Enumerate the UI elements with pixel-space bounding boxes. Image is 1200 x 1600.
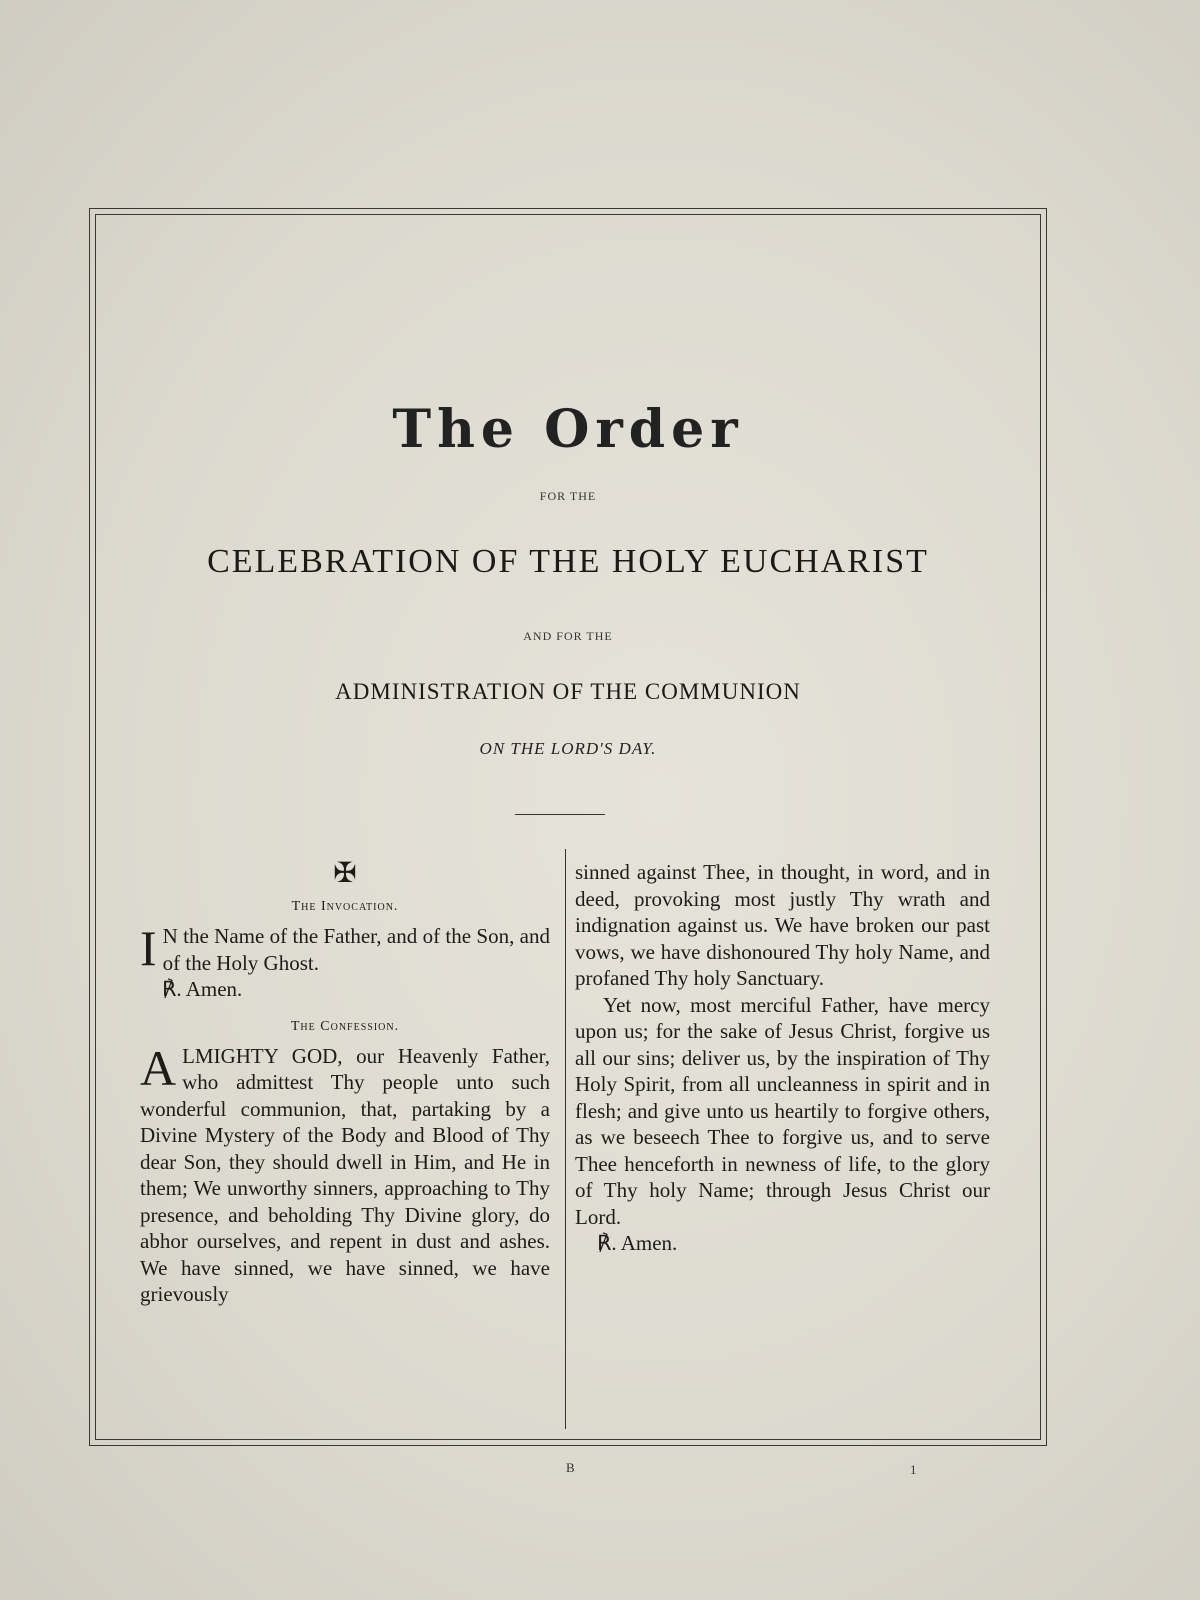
page-title: The Order [392, 399, 744, 460]
invocation-text: I N the Name of the Father, and of the Son, and of the Holy Ghost. [140, 920, 550, 976]
cross-icon: ✠ [333, 858, 357, 889]
invocation-dropcap: I [140, 920, 157, 976]
for-the-label: FOR THE [539, 489, 597, 503]
and-for-the-label: AND FOR THE [523, 629, 613, 643]
left-column [140, 859, 550, 1308]
lords-day-subtitle: ON THE LORD'S DAY. [479, 739, 657, 758]
signature-mark: B [566, 1460, 575, 1475]
celebration-heading: CELEBRATION OF THE HOLY EUCHARIST [207, 543, 929, 580]
confession-continued: sinned against Thee, in thought, in word, and in deed, provoking most justly Thy wrath and indignation against us. We have broken our past vows, we have dishonoured Thy holy Name, and profaned Thy holy Sanctuary. [575, 860, 990, 990]
invocation-heading: The Invocation. [291, 899, 399, 914]
confession-response: ℟. Amen. [597, 1231, 678, 1255]
page-border [89, 208, 1047, 1446]
administration-heading: ADMINISTRATION OF THE COMMUNION [335, 679, 801, 704]
invocation-response: ℟. Amen. [162, 977, 243, 1001]
right-column [575, 859, 990, 1271]
confession-dropcap: A [140, 1039, 177, 1096]
section-rule [515, 814, 605, 815]
confession-paragraph-2: Yet now, most merciful Father, have mercy upon us; for the sake of Jesus Christ, forgive us all our sins; deliver us, by the inspiration of Thy Holy Spirit, from all uncleanness in spirit and in flesh; and give unto us heartily to forgive others, as we beseech Thee to forgive us, and to serve Thee henceforth in newness of life, to the glory of Thy holy Name; through Jesus Christ our Lord. [575, 992, 990, 1229]
confession-heading: The Confession. [290, 1018, 400, 1034]
page-number: 1 [910, 1462, 917, 1477]
confession-text: ALMIGHTY GOD, our Heavenly Father, who admittest Thy people unto such wonderful communion, that, partaking by a Divine Mystery of the Body and Blood of Thy dear Son, they should dwell in Him, and He in them; We unworthy sinners, approaching to Thy presence, and beholding Thy Divine glory, do abhor ourselves, and repent in dust and ashes. We have sinned, we have sinned, we have grievously [140, 1039, 550, 1306]
column-divider [565, 849, 566, 1429]
